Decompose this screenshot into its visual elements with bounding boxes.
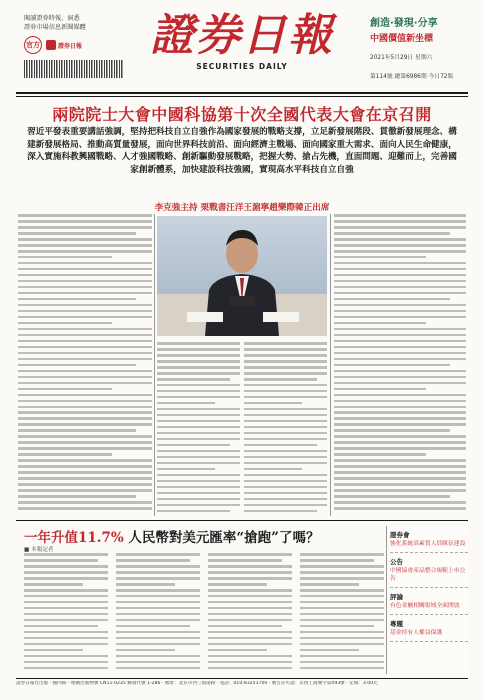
text-line bbox=[300, 655, 384, 658]
text-line bbox=[24, 637, 108, 640]
text-line bbox=[334, 292, 466, 295]
text-line bbox=[157, 348, 240, 351]
text-line bbox=[334, 507, 466, 510]
text-line bbox=[157, 390, 240, 393]
text-line bbox=[208, 619, 292, 622]
text-line bbox=[244, 408, 327, 411]
text-line bbox=[116, 667, 200, 670]
text-line bbox=[18, 453, 112, 456]
second-story-headline[interactable] bbox=[24, 526, 384, 546]
text-line bbox=[244, 396, 327, 399]
text-line bbox=[24, 643, 108, 646]
sidebar-item-category: 評論 bbox=[390, 593, 403, 601]
text-line bbox=[244, 468, 302, 471]
text-line bbox=[24, 571, 108, 574]
sidebar-item-title: 有色金屬相關領域全面開放 bbox=[390, 603, 460, 609]
text-line bbox=[208, 607, 292, 610]
text-line bbox=[24, 577, 108, 580]
lead-article-column-left bbox=[18, 214, 152, 516]
text-line bbox=[334, 310, 466, 313]
text-line bbox=[18, 423, 152, 426]
text-line bbox=[157, 408, 240, 411]
text-line bbox=[18, 334, 152, 337]
text-line bbox=[244, 438, 327, 441]
text-line bbox=[208, 667, 292, 670]
text-line bbox=[18, 394, 152, 397]
text-line bbox=[24, 607, 108, 610]
partner-logo bbox=[46, 40, 82, 50]
text-line bbox=[208, 595, 292, 598]
text-line bbox=[24, 625, 98, 628]
lead-article-column-right bbox=[334, 214, 466, 516]
text-line bbox=[334, 370, 466, 373]
text-line bbox=[18, 280, 152, 283]
logo-english: SECURITIES DAILY bbox=[196, 62, 288, 71]
text-line bbox=[116, 589, 200, 592]
text-line bbox=[157, 420, 240, 423]
text-line bbox=[157, 456, 240, 459]
text-line bbox=[157, 492, 240, 495]
text-line bbox=[116, 619, 200, 622]
sidebar-item-category: 證券會 bbox=[390, 531, 410, 539]
text-line bbox=[24, 559, 98, 562]
text-line bbox=[334, 423, 466, 426]
text-line bbox=[116, 607, 200, 610]
text-line bbox=[334, 352, 466, 355]
text-line bbox=[18, 286, 152, 289]
text-line bbox=[244, 342, 327, 345]
text-line bbox=[18, 340, 152, 343]
text-line bbox=[334, 400, 466, 403]
text-line bbox=[208, 601, 292, 604]
text-line bbox=[18, 441, 152, 444]
text-line bbox=[244, 450, 327, 453]
text-line bbox=[334, 388, 426, 391]
issue-number: 第114號 總第6986期 今日72版 bbox=[370, 74, 454, 80]
text-line bbox=[334, 334, 466, 337]
text-line bbox=[157, 342, 240, 345]
text-line bbox=[116, 595, 200, 598]
text-line bbox=[334, 262, 466, 265]
text-line bbox=[208, 571, 292, 574]
text-line bbox=[334, 232, 450, 235]
text-line bbox=[244, 480, 327, 483]
text-line bbox=[244, 456, 327, 459]
second-story-column bbox=[116, 553, 200, 673]
text-line bbox=[334, 411, 466, 414]
text-line bbox=[244, 402, 302, 405]
text-line bbox=[18, 388, 112, 391]
text-line bbox=[334, 406, 466, 409]
second-story-headline-highlight: 一年升值11.7% bbox=[24, 530, 124, 546]
text-line bbox=[24, 595, 108, 598]
text-line bbox=[208, 649, 267, 652]
second-story-headline-rest: 人民幣對美元匯率“搶跑”了嗎？ bbox=[123, 530, 320, 546]
barcode-icon bbox=[24, 60, 124, 78]
text-line bbox=[18, 507, 152, 510]
text-line bbox=[18, 483, 152, 486]
text-line bbox=[334, 364, 450, 367]
text-line bbox=[157, 426, 240, 429]
text-line bbox=[157, 486, 240, 489]
news-index-sidebar bbox=[390, 526, 468, 674]
text-line bbox=[18, 244, 152, 247]
text-line bbox=[334, 382, 466, 385]
text-line bbox=[157, 480, 240, 483]
sidebar-item[interactable] bbox=[390, 553, 468, 588]
column-divider bbox=[154, 214, 155, 516]
text-line bbox=[334, 441, 466, 444]
text-line bbox=[334, 256, 426, 259]
text-line bbox=[157, 384, 240, 387]
slogan-line-2: 證券市場信息新聞媒體 bbox=[24, 24, 86, 31]
text-line bbox=[334, 226, 466, 229]
text-line bbox=[18, 262, 152, 265]
text-line bbox=[300, 649, 359, 652]
text-line bbox=[18, 465, 152, 468]
text-line bbox=[157, 396, 240, 399]
text-line bbox=[18, 250, 152, 253]
text-line bbox=[300, 637, 384, 640]
text-line bbox=[18, 370, 152, 373]
text-line bbox=[157, 414, 240, 417]
lead-article-column-mid-1 bbox=[157, 342, 240, 516]
text-line bbox=[157, 354, 240, 357]
text-line bbox=[18, 477, 152, 480]
text-line bbox=[116, 559, 190, 562]
masthead-left bbox=[24, 14, 129, 54]
text-line bbox=[116, 577, 200, 580]
text-line bbox=[334, 447, 466, 450]
sidebar-item-title: 中國協會產品整合規範上市公告 bbox=[390, 568, 466, 582]
text-line bbox=[18, 274, 152, 277]
text-line bbox=[334, 477, 466, 480]
text-line bbox=[208, 559, 282, 562]
text-line bbox=[334, 471, 466, 474]
text-line bbox=[208, 625, 282, 628]
text-line bbox=[24, 601, 108, 604]
masthead-rule-thin bbox=[16, 96, 468, 97]
text-line bbox=[157, 372, 240, 375]
text-line bbox=[18, 417, 152, 420]
sidebar-item-title: 強化系統高素質人員隊伍建設 bbox=[390, 541, 466, 547]
text-line bbox=[334, 501, 466, 504]
text-line bbox=[18, 364, 136, 367]
text-line bbox=[334, 220, 466, 223]
text-line bbox=[334, 483, 466, 486]
text-line bbox=[18, 471, 152, 474]
partner-name: 證券日報 bbox=[58, 42, 83, 50]
text-line bbox=[244, 432, 327, 435]
text-line bbox=[334, 328, 466, 331]
text-line bbox=[334, 394, 466, 397]
logo-chinese: 證券日報 bbox=[150, 10, 334, 61]
text-line bbox=[334, 376, 466, 379]
text-line bbox=[208, 565, 292, 568]
text-line bbox=[157, 432, 240, 435]
text-line bbox=[24, 619, 108, 622]
text-line bbox=[157, 360, 240, 363]
seal-row bbox=[24, 36, 129, 54]
text-line bbox=[18, 376, 152, 379]
text-line bbox=[116, 649, 175, 652]
text-line bbox=[18, 256, 112, 259]
text-line bbox=[18, 358, 152, 361]
text-line bbox=[208, 643, 292, 646]
text-line bbox=[300, 559, 374, 562]
text-line bbox=[300, 583, 359, 586]
text-line bbox=[116, 601, 200, 604]
text-line bbox=[244, 384, 327, 387]
text-line bbox=[24, 613, 108, 616]
slogan-line-1: 閱讀證券時報，洞悉 bbox=[24, 15, 80, 22]
sidebar-item-category: 專題 bbox=[390, 620, 403, 628]
text-line bbox=[300, 619, 384, 622]
text-line bbox=[208, 631, 292, 634]
lead-headline[interactable]: 兩院院士大會中國科協第十次全國代表大會在京召開 bbox=[52, 105, 432, 124]
second-story-body bbox=[24, 553, 384, 673]
text-line bbox=[18, 400, 152, 403]
text-line bbox=[334, 304, 466, 307]
text-line bbox=[157, 474, 240, 477]
text-line bbox=[300, 625, 374, 628]
masthead-right bbox=[370, 14, 470, 82]
text-line bbox=[18, 310, 152, 313]
column-divider bbox=[330, 214, 331, 516]
text-line bbox=[18, 447, 152, 450]
text-line bbox=[18, 495, 136, 498]
text-line bbox=[300, 631, 384, 634]
sidebar-item-title: 基金持有人權益保護 bbox=[390, 630, 443, 636]
text-line bbox=[244, 474, 327, 477]
second-story-column bbox=[208, 553, 292, 673]
text-line bbox=[334, 495, 450, 498]
text-line bbox=[18, 411, 152, 414]
sidebar-item[interactable] bbox=[390, 588, 468, 615]
text-line bbox=[116, 631, 200, 634]
text-line bbox=[157, 444, 230, 447]
sidebar-item-category: 公告 bbox=[390, 558, 403, 566]
text-line bbox=[334, 250, 466, 253]
text-line bbox=[208, 583, 267, 586]
text-line bbox=[244, 360, 327, 363]
text-line bbox=[300, 553, 384, 556]
text-line bbox=[116, 655, 200, 658]
text-line bbox=[157, 498, 240, 501]
text-line bbox=[18, 214, 152, 217]
text-line bbox=[157, 510, 230, 513]
text-line bbox=[18, 382, 152, 385]
text-line bbox=[116, 553, 200, 556]
text-line bbox=[24, 649, 83, 652]
text-line bbox=[18, 501, 152, 504]
text-line bbox=[244, 462, 327, 465]
text-line bbox=[244, 492, 327, 495]
text-line bbox=[157, 438, 240, 441]
text-line bbox=[334, 453, 426, 456]
text-line bbox=[334, 322, 426, 325]
text-line bbox=[244, 390, 327, 393]
text-line bbox=[300, 613, 384, 616]
text-line bbox=[334, 244, 466, 247]
text-line bbox=[157, 402, 215, 405]
text-line bbox=[300, 571, 384, 574]
text-line bbox=[244, 366, 327, 369]
text-line bbox=[157, 462, 240, 465]
lead-subheadline: 習近平發表重要講話強調，堅持把科技自立自強作為國家發展的戰略支撐，立足新發展階段、貫徹新發展理念、構建新發展格局、推動高質量發展，面向世界科技前沿、面向經濟主戰場、面向國家重大需求、面向人民生命健康，深入實施科教興國戰略、人才強國戰略、創新驅動發展戰略，把握大勢、搶占先機，直面問題、迎難而上，完善國家創新體系，加快建設科技強國，實現高水平科技自立自強 bbox=[27, 127, 457, 175]
text-line bbox=[334, 280, 466, 283]
official-seal-icon: 官方 bbox=[24, 36, 42, 54]
text-line bbox=[157, 504, 240, 507]
sub-tagline: 中國價值新坐標 bbox=[370, 34, 434, 44]
text-line bbox=[116, 643, 200, 646]
text-line bbox=[157, 450, 240, 453]
text-line bbox=[18, 220, 152, 223]
text-line bbox=[334, 274, 466, 277]
partner-mark-icon bbox=[46, 40, 56, 50]
footer-rule bbox=[16, 678, 468, 679]
text-line bbox=[244, 414, 327, 417]
text-line bbox=[116, 565, 200, 568]
newspaper-logo bbox=[137, 10, 347, 80]
speaker-photo-icon bbox=[157, 216, 327, 336]
text-line bbox=[244, 378, 317, 381]
text-line bbox=[334, 298, 450, 301]
text-line bbox=[244, 504, 327, 507]
text-line bbox=[24, 667, 108, 670]
text-line bbox=[116, 625, 190, 628]
section-divider bbox=[16, 520, 468, 521]
text-line bbox=[208, 553, 292, 556]
text-line bbox=[208, 655, 292, 658]
text-line bbox=[300, 607, 384, 610]
text-line bbox=[18, 489, 152, 492]
lead-byline: 李克強主持 栗戰書汪洋王滬寧趙樂際韓正出席 bbox=[154, 203, 330, 213]
text-line bbox=[116, 613, 200, 616]
text-line bbox=[334, 489, 466, 492]
lead-photo[interactable] bbox=[157, 216, 327, 336]
text-line bbox=[334, 214, 466, 217]
text-line bbox=[157, 468, 215, 471]
publication-date: 2021年5月29日 星期六 bbox=[370, 55, 433, 61]
text-line bbox=[18, 429, 136, 432]
text-line bbox=[18, 328, 152, 331]
text-line bbox=[24, 565, 108, 568]
text-line bbox=[18, 406, 152, 409]
text-line bbox=[244, 372, 327, 375]
text-line bbox=[334, 268, 466, 271]
text-line bbox=[24, 583, 83, 586]
sidebar-item[interactable] bbox=[390, 526, 468, 553]
text-line bbox=[208, 661, 292, 664]
text-line bbox=[334, 417, 466, 420]
sidebar-item[interactable] bbox=[390, 615, 468, 642]
text-line bbox=[24, 631, 108, 634]
text-line bbox=[18, 459, 152, 462]
sidebar-divider bbox=[386, 526, 387, 674]
text-line bbox=[116, 637, 200, 640]
text-line bbox=[300, 661, 384, 664]
text-line bbox=[244, 348, 327, 351]
text-line bbox=[244, 486, 327, 489]
text-line bbox=[300, 595, 384, 598]
text-line bbox=[334, 358, 466, 361]
second-story-column bbox=[300, 553, 384, 673]
text-line bbox=[116, 583, 175, 586]
text-line bbox=[334, 459, 466, 462]
text-line bbox=[18, 298, 136, 301]
masthead bbox=[0, 0, 484, 92]
text-line bbox=[116, 571, 200, 574]
text-line bbox=[208, 637, 292, 640]
text-line bbox=[334, 340, 466, 343]
text-line bbox=[300, 589, 384, 592]
tagline: 創造·發現·分享 bbox=[370, 18, 438, 29]
text-line bbox=[18, 346, 152, 349]
imprint-footer: 證券日報社出版 · 國內統一連續出版物號 CN11-0235 郵發代號 1-286 · 地址：北京市西三環南路 · 電話：010-83251700 · 廣告許可證：京西工商廣字第093號 · 定價：3.00元 bbox=[16, 681, 378, 686]
text-line bbox=[18, 304, 152, 307]
masthead-rule bbox=[16, 92, 468, 94]
second-story-author: ■ 本報記者 bbox=[24, 547, 54, 553]
text-line bbox=[208, 613, 292, 616]
lead-article-middle bbox=[157, 342, 327, 516]
text-line bbox=[334, 465, 466, 468]
text-line bbox=[300, 643, 384, 646]
second-story-column bbox=[24, 553, 108, 673]
text-line bbox=[18, 232, 136, 235]
text-line bbox=[18, 322, 112, 325]
text-line bbox=[334, 316, 466, 319]
text-line bbox=[208, 577, 292, 580]
text-line bbox=[24, 661, 108, 664]
text-line bbox=[334, 286, 466, 289]
text-line bbox=[18, 238, 152, 241]
text-line bbox=[334, 435, 466, 438]
text-line bbox=[24, 553, 108, 556]
text-line bbox=[334, 346, 466, 349]
text-line bbox=[244, 498, 327, 501]
text-line bbox=[244, 444, 317, 447]
text-line bbox=[18, 352, 152, 355]
text-line bbox=[18, 226, 152, 229]
text-line bbox=[300, 601, 384, 604]
text-line bbox=[157, 378, 230, 381]
text-line bbox=[334, 429, 450, 432]
text-line bbox=[244, 420, 327, 423]
text-line bbox=[244, 426, 327, 429]
text-line bbox=[18, 316, 152, 319]
text-line bbox=[300, 667, 384, 670]
text-line bbox=[157, 366, 240, 369]
text-line bbox=[18, 292, 152, 295]
text-line bbox=[18, 435, 152, 438]
text-line bbox=[300, 577, 384, 580]
text-line bbox=[24, 655, 108, 658]
text-line bbox=[244, 510, 317, 513]
text-line bbox=[244, 354, 327, 357]
text-line bbox=[24, 589, 108, 592]
lead-article-column-mid-2 bbox=[244, 342, 327, 516]
text-line bbox=[116, 661, 200, 664]
text-line bbox=[18, 268, 152, 271]
text-line bbox=[334, 238, 466, 241]
text-line bbox=[300, 565, 384, 568]
text-line bbox=[208, 589, 292, 592]
